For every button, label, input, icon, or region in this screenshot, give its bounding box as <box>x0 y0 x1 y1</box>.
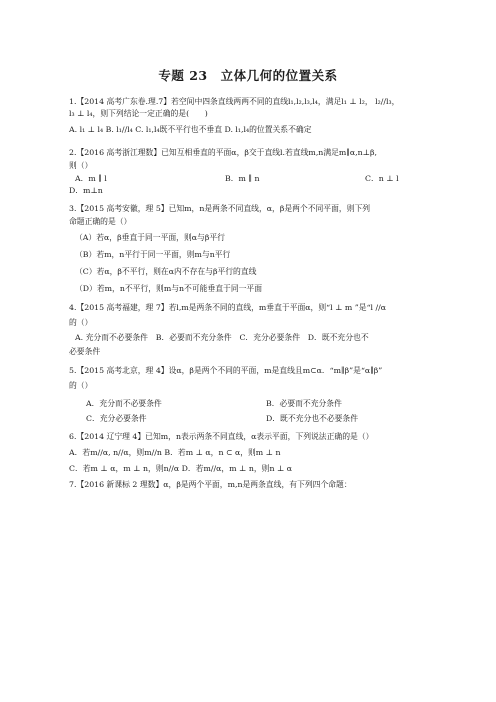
q2-options-row <box>75 173 436 184</box>
q3-option-a: （A）若α，β垂直于同一平面，则α与β平行 <box>75 233 225 242</box>
q7-line-1: 7.【2016 新课标 2 理数】α，β是两个平面，m,n是两条直线，有下列四个命题： <box>69 480 352 489</box>
q4-option-d-tail: 必要条件 <box>69 347 101 356</box>
q5-line-2: 的（） <box>69 381 93 390</box>
q4-line-1: 4.【2015 高考福建，理 7】若l,m是两条不同的直线，m垂直于平面α，则“l ⊥ m ”是“l //α <box>69 303 387 312</box>
q3-line-1: 3.【2015 高考安徽，理 5】已知m，n是两条不同直线，α，β是两个不同平面，则下列 <box>69 204 371 213</box>
q5-option-d: D．既不充分也不必要条件 <box>266 414 359 423</box>
q3-option-c: （C）若α，β不平行，则在α内不存在与β平行的直线 <box>75 267 257 276</box>
q5-options-row-1 <box>86 398 436 409</box>
q2-option-d: D．m⊥n <box>69 186 103 195</box>
q1-options: A. l₁ ⊥ l₄ B. l₁//l₄ C. l₁,l₄既不平行也不垂直 D. l₁,l₄的位置关系不确定 <box>69 125 312 134</box>
q6-options-cd: C．若m ⊥ α，m ⊥ n，则n//α D．若m//α，m ⊥ n，则n ⊥ α <box>69 464 293 473</box>
q4-options: A. 充分而不必要条件 B．必要而不充分条件 C．充分必要条件 D．既不充分也不 <box>75 333 369 342</box>
q3-option-b: （B）若m，n平行于同一平面，则m与n平行 <box>75 250 231 259</box>
q1-line-2: l₃ ⊥ l₄，则下列结论一定正确的是( ) <box>69 109 208 118</box>
q5-option-b: B．必要而不充分条件 <box>266 399 342 408</box>
q2-option-a: A．m ∥ l <box>75 174 107 183</box>
q2-line-1: 2.【2016 高考浙江理数】已知互相垂直的平面α，β交于直线l.若直线m,n满足m∥α,n⊥β, <box>69 148 377 157</box>
q3-line-2: 命题正确的是（） <box>69 217 132 226</box>
q5-option-c: C．充分必要条件 <box>86 414 147 423</box>
q6-options-ab: A．若m//α, n//α，则m//n B．若m ⊥ α，n ⊂ α，则m ⊥ n <box>69 448 281 457</box>
q5-options-row-2 <box>86 413 436 424</box>
q6-line-1: 6.【2014 辽宁理 4】已知m，n表示两条不同直线，α表示平面，下列说法正确的是（） <box>69 432 374 441</box>
q5-option-a: A．充分而不必要条件 <box>86 399 162 408</box>
q2-line-2: 则（） <box>69 161 93 170</box>
q1-line-1: 1.【2014 高考广东卷.理.7】若空间中四条直线两两不同的直线l₁,l₂,l₃,l₄，满足l₁ ⊥ l₂， l₂//l₃， <box>69 97 400 106</box>
q2-option-b: B．m ∥ n <box>225 174 260 183</box>
page-title: 专题 23 立体几何的位置关系 <box>158 68 338 83</box>
q5-line-1: 5.【2015 高考北京，理 4】设α，β是两个不同的平面，m是直线且m⊂α．“m∥β”是“α∥β” <box>69 366 383 375</box>
q4-line-2: 的（） <box>69 318 93 327</box>
q2-option-c: C．n ⊥ l <box>365 174 399 183</box>
q3-option-d: （D）若m，n不平行，则m与n不可能垂直于同一平面 <box>75 284 263 293</box>
